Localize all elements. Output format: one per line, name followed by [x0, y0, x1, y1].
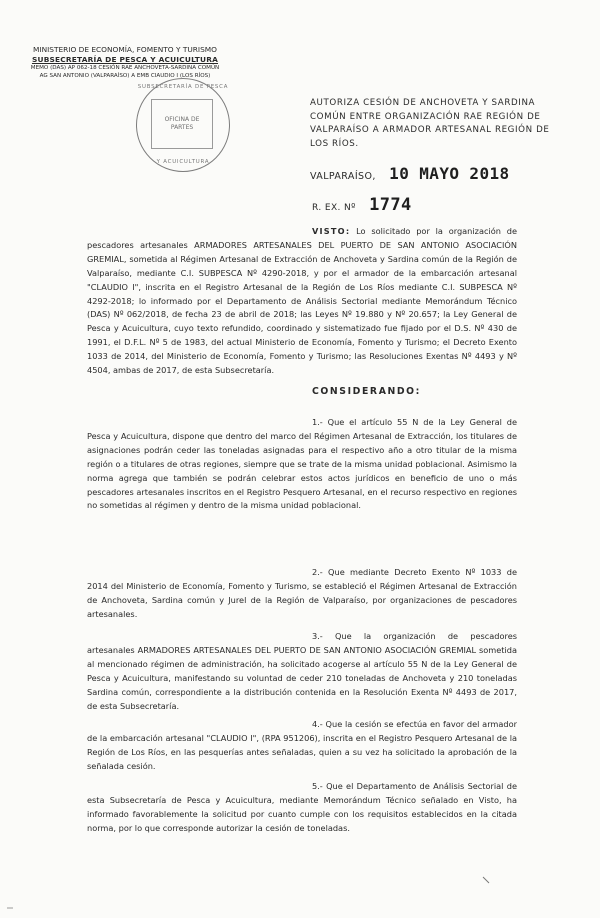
- resolution-label: R. EX. Nº: [312, 203, 356, 213]
- handwritten-resolution-number: 1774: [369, 195, 412, 215]
- considerando-paragraph-1: 1.- Que el artículo 55 N de la Ley General de Pesca y Acuicultura, dispone que dentro del marco del Régimen Artesanal de Extracción, los titulares de asignaciones podrán ceder las toneladas asignadas para el respectivo año a otro titular de la misma región o a titulares de otras regiones, siempre que se trate de la misma unidad poblacional. Asimismo la norma agrega que también se podrán celebrar estos actos jurídicos en beneficio de uno o más pescadores artesanales inscritos en el Registro Pesquero Artesanal, en el recurso respectivo en regiones no sometidas al régimen y dentro de la misma unidad poblacional.: [87, 417, 517, 511]
- ministry-name: MINISTERIO DE ECONOMÍA, FOMENTO Y TURISMO: [33, 45, 217, 54]
- considerando-paragraph-5: 5.- Que el Departamento de Análisis Sectorial de esta Subsecretaría de Pesca y Acuicultura, mediante Memorándum Técnico señalado en Visto, ha informado favorablemente la solicitud por cuanto cumple con los requisitos establecidos en la citada norma, por lo que corresponde autorizar la cesión de toneladas.: [87, 781, 517, 833]
- stamp-line-2: PARTES: [170, 124, 194, 131]
- office-stamp: [136, 78, 230, 172]
- considerando-paragraph-2: 2.- Que mediante Decreto Exento Nº 1033 de 2014 del Ministerio de Economía, Fomento y Turismo, se estableció el Régimen Artesanal de Extracción de Anchoveta, Sardina común y Jurel de la Región de Valparaíso, por organizaciones de pescadores artesanales.: [87, 567, 517, 619]
- subsecretaria-name: SUBSECRETARÍA DE PESCA Y ACUICULTURA: [31, 54, 219, 64]
- stamp-inner-box: [151, 99, 213, 149]
- edge-mark-icon: [6, 904, 14, 912]
- reference-line-1: MEMO (DAS) AP 062-18 CESIÓN RAE ANCHOVETA-SARDINA COMÚN: [30, 65, 220, 71]
- visto-keyword: VISTO:: [312, 226, 351, 236]
- stamp-line-1: OFICINA DE: [164, 116, 200, 123]
- letterhead: [30, 45, 220, 80]
- stamp-ring-top: SUBSECRETARÍA DE PESCA: [137, 84, 229, 90]
- considerando-heading: CONSIDERANDO:: [312, 386, 422, 397]
- corner-mark-icon: [482, 876, 490, 884]
- considerando-paragraph-4: 4.- Que la cesión se efectúa en favor del armador de la embarcación artesanal "CLAUDIO I", (RPA 951206), inscrita en el Registro Pesquero Artesanal de la Región de Los Ríos, en las pesquerías antes señaladas, quien a su vez ha solicitado la aprobación de la señalada cesión.: [87, 719, 517, 771]
- place-city: VALPARAÍSO,: [310, 171, 376, 182]
- considerando-paragraph-3: 3.- Que la organización de pescadores artesanales ARMADORES ARTESANALES DEL PUERTO DE SAN ANTONIO ASOCIACIÓN GREMIAL sometida al mencionado régimen de administración, ha solicitado acogerse al artículo 55 N de la Ley General de Pesca y Acuicultura, manifestando su voluntad de ceder 210 toneladas de Anchoveta y 210 toneladas Sardina común, correspondiente a la distribución contenida en la Resolución Exenta Nº 4493 de 2017, de esta Subsecretaría.: [87, 631, 517, 711]
- resolution-subject: AUTORIZA CESIÓN DE ANCHOVETA Y SARDINA COMÚN ENTRE ORGANIZACIÓN RAE REGIÓN DE VALPARAÍSO A ARMADOR ARTESANAL REGIÓN DE LOS RÍOS.: [310, 98, 550, 150]
- place-date-line: [310, 164, 510, 183]
- visto-paragraph: [87, 225, 517, 378]
- visto-text: Lo solicitado por la organización de pescadores artesanales ARMADORES ARTESANALES DEL PUERTO DE SAN ANTONIO ASOCIACIÓN GREMIAL, sometida al Régimen Artesanal de Extracción de Anchoveta y Sardina común de la Región de Valparaíso, mediante C.I. SUBPESCA Nº 4290-2018, y por el armador de la embarcación artesanal "CLAUDIO I", inscrita en el Registro Artesanal de la Región de Los Ríos mediante C.I. SUBPESCA Nº 4292-2018; lo informado por el Departamento de Análisis Sectorial mediante Memorándum Técnico (DAS) Nº 062/2018, de fecha 23 de abril de 2018; las Leyes Nº 19.880 y Nº 20.657; la Ley General de Pesca y Acuicultura, cuyo texto refundido, coordinado y sistematizado fue fijado por el D.S. Nº 430 de 1991, el D.F.L. Nº 5 de 1983, del actual Ministerio de Economía, Fomento y Turismo; el Decreto Exento 1033 de 2014, del Ministerio de Economía, Fomento y Turismo; las Resoluciones Exentas Nº 4493 y Nº 4504, ambas de 2017, de esta Subsecretaría.: [87, 226, 517, 376]
- resolution-number-line: [312, 195, 412, 215]
- handwritten-date: 10 MAYO 2018: [389, 164, 510, 183]
- reference-line-2: AG SAN ANTONIO (VALPARAÍSO) A EMB CIAUDIO I (LOS RÍOS): [39, 73, 211, 79]
- stamp-ring-bottom: Y ACUICULTURA: [156, 159, 210, 165]
